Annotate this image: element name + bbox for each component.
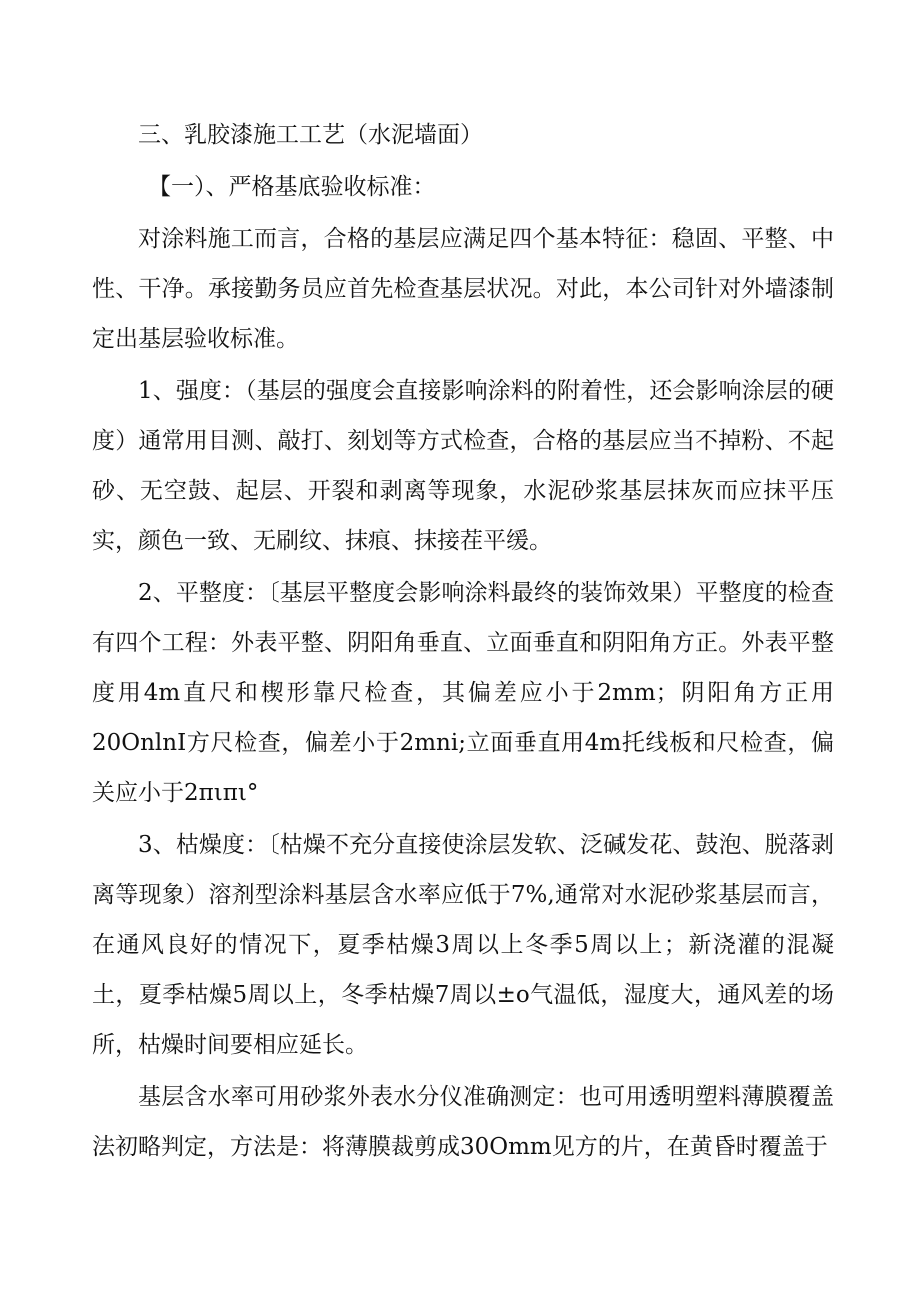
document-body — [92, 110, 834, 1172]
section-heading: 三、乳胶漆施工工艺（水泥墙面） — [138, 122, 483, 148]
paragraph-flatness: 2、平整度：〔基层平整度会影响涂料最终的装饰效果）平整度的检查有四个工程：外表平整、阴阳角垂直、立面垂直和阴阳角方正。外表平整度用4m直尺和楔形靠尺检查，其偏差应小于2mm；阴阳角方正用20OnlnI方尺检查，偏差小于2mni;立面垂直用4m托线板和尺检查，偏关应小于2πιπι° — [92, 580, 834, 806]
paragraph-moisture: 基层含水率可用砂浆外表水分仪准确测定：也可用透明塑料薄膜覆盖法初略判定，方法是：将薄膜裁剪成30Omm见方的片，在黄昏时覆盖于 — [92, 1084, 834, 1160]
paragraph-intro: 对涂料施工而言，合格的基层应满足四个基本特征：稳固、平整、中性、干净。承接勤务员应首先检查基层状况。对此，本公司针对外墙漆制定出基层验收标准。 — [92, 226, 834, 352]
paragraph-strength: 1、强度：（基层的强度会直接影响涂料的附着性，还会影响涂层的硬度）通常用目测、敲打、刻划等方式检查，合格的基层应当不掉粉、不起砂、无空鼓、起层、开裂和剥离等现象，水泥砂浆基层抹灰而应抹平压实，颜色一致、无刷纹、抹痕、抹接茬平缓。 — [92, 378, 834, 554]
paragraph-dryness: 3、枯燥度：〔枯燥不充分直接使涂层发软、泛碱发花、鼓泡、脱落剥离等现象）溶剂型涂料基层含水率应低于7%,通常对水泥砂浆基层而言，在通风良好的情况下，夏季枯燥3周以上冬季5周以上；新浇灌的混凝土，夏季枯燥5周以上，冬季枯燥7周以±o气温低，湿度大，通风差的场所，枯燥时间要相应延长。 — [92, 832, 834, 1058]
subsection-heading: 【一）、严格基底验收标准： — [148, 174, 436, 200]
